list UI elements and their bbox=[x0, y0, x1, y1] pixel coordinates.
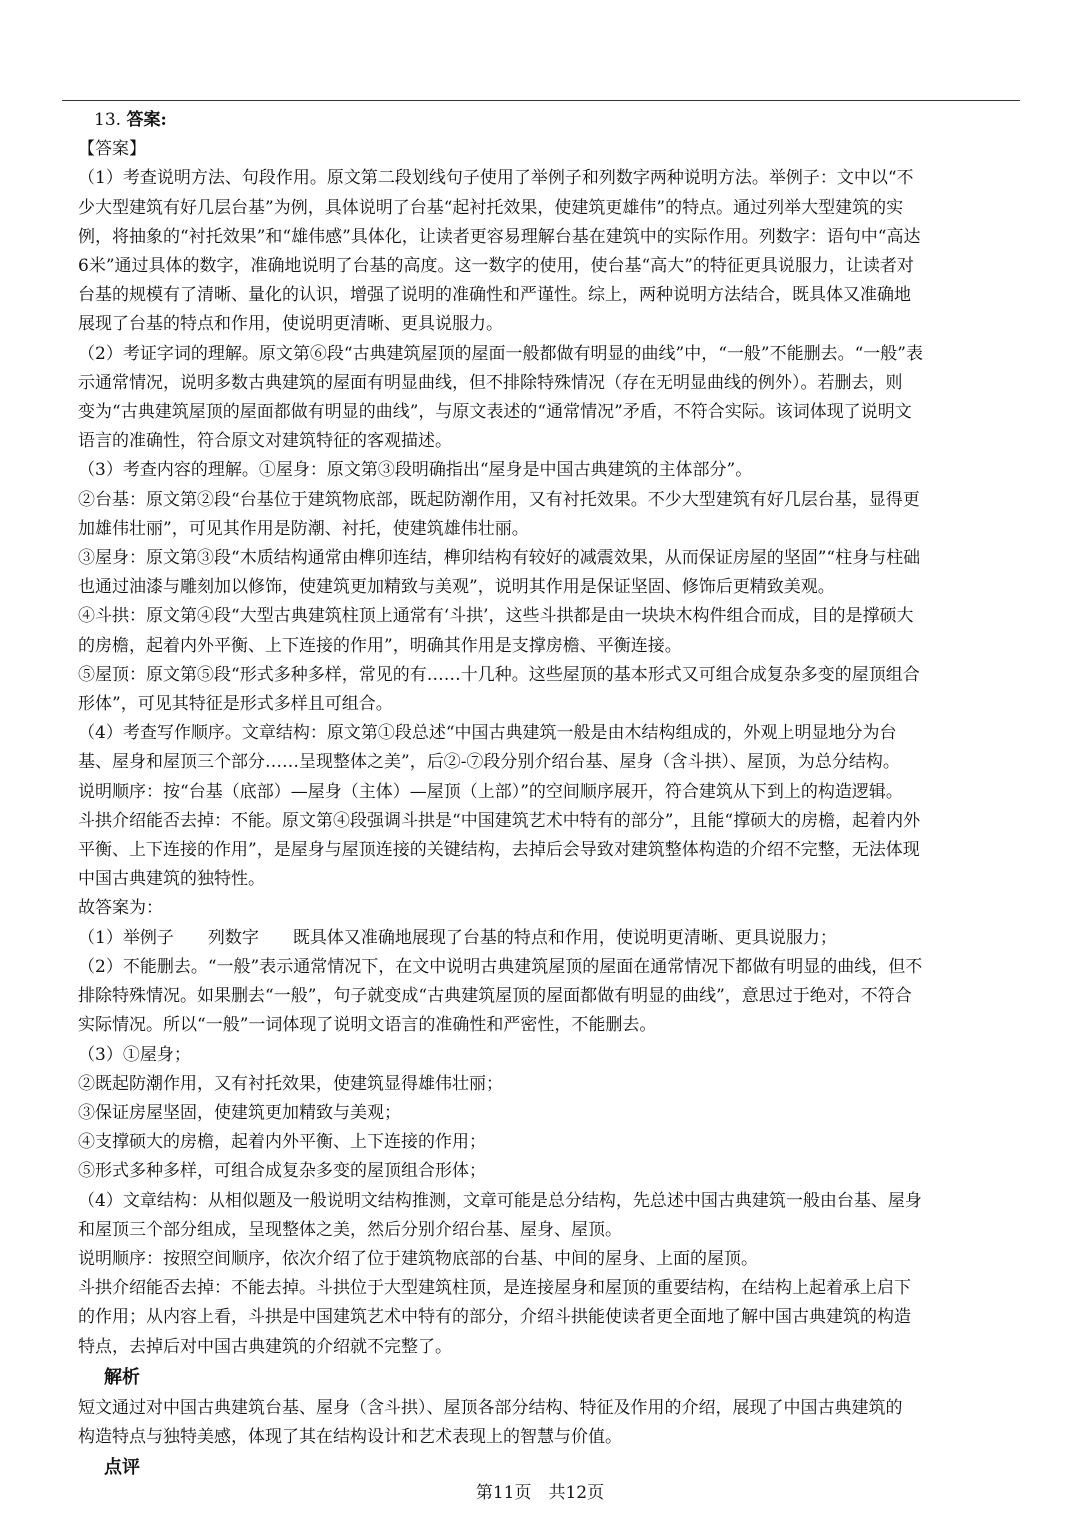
review-heading: 点评 bbox=[104, 1457, 140, 1479]
page-footer: 第11页 共12页 bbox=[475, 1483, 605, 1503]
text-line: ②台基：原文第②段“台基位于建筑物底部，既起防潮作用，又有衬托效果。不少大型建筑有好几层台基，显得更 bbox=[78, 489, 920, 510]
header-rule bbox=[62, 100, 1020, 101]
text-line: 和屋顶三个部分组成，呈现整体之美，然后分别介绍台基、屋身、屋顶。 bbox=[78, 1219, 622, 1240]
text-line: （4）考查写作顺序。文章结构：原文第①段总述“中国古典建筑一般是由木结构组成的，外观上明显地分为台 bbox=[78, 723, 897, 744]
text-line: 展现了台基的特点和作用，使说明更清晰、更具说服力。 bbox=[78, 314, 503, 335]
text-line: 变为“古典建筑屋顶的屋面都做有明显的曲线”，与原文表述的“通常情况”矛盾，不符合实际。该词体现了说明文 bbox=[78, 402, 912, 423]
text-line: ②既起防潮作用，又有衬托效果，使建筑显得雄伟壮丽； bbox=[78, 1073, 503, 1094]
text-line: ④支撑硕大的房檐，起着内外平衡、上下连接的作用； bbox=[78, 1132, 486, 1153]
answer-body bbox=[78, 164, 1034, 1361]
question-heading: 答案: bbox=[126, 110, 167, 130]
text-line: 例，将抽象的“衬托效果”和“雄伟感”具体化，让读者更容易理解台基在建筑中的实际作用。列数字：语句中“高达 bbox=[78, 226, 921, 247]
text-line: 特点，去掉后对中国古典建筑的介绍就不完整了。 bbox=[78, 1336, 452, 1357]
analysis-heading: 解析 bbox=[104, 1366, 140, 1388]
text-line: 台基的规模有了清晰、量化的认识，增强了说明的准确性和严谨性。综上，两种说明方法结合，既具体又准确地 bbox=[78, 285, 911, 306]
text-line: ⑤形式多种多样，可组合成复杂多变的屋顶组合形体； bbox=[78, 1161, 486, 1182]
text-line: （3）①屋身； bbox=[78, 1044, 191, 1065]
text-line: （2）不能删去。“一般”表示通常情况下，在文中说明古典建筑屋顶的屋面在通常情况下都做有明显的曲线，但不 bbox=[78, 956, 923, 977]
text-line: 排除特殊情况。如果删去“一般”，句子就变成“古典建筑屋顶的屋面都做有明显的曲线”，意思过于绝对，不符合 bbox=[78, 986, 912, 1007]
text-line: 语言的准确性，符合原文对建筑特征的客观描述。 bbox=[78, 431, 452, 452]
text-line: 故答案为： bbox=[78, 898, 163, 919]
answer-content bbox=[78, 106, 1034, 1484]
text-line: 形体”，可见其特征是形式多样且可组合。 bbox=[78, 694, 393, 715]
text-line: 短文通过对中国古典建筑台基、屋身（含斗拱）、屋顶各部分结构、特征及作用的介绍，展现了中国古典建筑的 bbox=[78, 1397, 903, 1418]
text-line: 斗拱介绍能否去掉：不能。原文第④段强调斗拱是“中国建筑艺术中特有的部分”，且能“撑硕大的房檐，起着内外 bbox=[78, 810, 921, 831]
question-title bbox=[86, 106, 1034, 135]
text-line: 少大型建筑有好几层台基”为例，具体说明了台基“起衬托效果，使建筑更雄伟”的特点。通过列举大型建筑的实 bbox=[78, 197, 904, 218]
text-line: 的房檐，起着内外平衡、上下连接的作用”，明确其作用是支撑房檐、平衡连接。 bbox=[78, 635, 682, 656]
text-line: ④斗拱：原文第④段“大型古典建筑柱顶上通常有‘斗拱’，这些斗拱都是由一块块木构件组合而成，目的是撑硕大 bbox=[78, 606, 914, 627]
text-line: 说明顺序：按“台基（底部）—屋身（主体）—屋顶（上部）”的空间顺序展开，符合建筑从下到上的构造逻辑。 bbox=[78, 781, 903, 802]
text-line: 说明顺序：按照空间顺序，依次介绍了位于建筑物底部的台基、中间的屋身、上面的屋顶。 bbox=[78, 1248, 758, 1269]
text-line: （4）文章结构：从相似题及一般说明文结构推测，文章可能是总分结构，先总述中国古典建筑一般由台基、屋身 bbox=[78, 1190, 922, 1211]
text-line: ⑤屋顶：原文第⑤段“形式多种多样，常见的有……十几种。这些屋顶的基本形式又可组合成复杂多变的屋顶组合 bbox=[78, 664, 920, 685]
text-line: 的作用；从内容上看，斗拱是中国建筑艺术中特有的部分，介绍斗拱能使读者更全面地了解中国古典建筑的构造 bbox=[78, 1307, 911, 1328]
text-line: 斗拱介绍能否去掉：不能去掉。斗拱位于大型建筑柱顶，是连接屋身和屋顶的重要结构，在结构上起着承上启下 bbox=[78, 1278, 911, 1299]
text-line: 示通常情况，说明多数古典建筑的屋面有明显曲线，但不排除特殊情况（存在无明显曲线的例外）。若删去，则 bbox=[78, 372, 903, 393]
text-line: 构造特点与独特美感，体现了其在结构设计和艺术表现上的智慧与价值。 bbox=[78, 1426, 622, 1447]
text-line: 加雄伟壮丽”，可见其作用是防潮、衬托，使建筑雄伟壮丽。 bbox=[78, 518, 529, 539]
text-line: （3）考查内容的理解。①屋身：原文第③段明确指出“屋身是中国古典建筑的主体部分”。 bbox=[78, 460, 753, 481]
text-line: 基、屋身和屋顶三个部分……呈现整体之美”，后②-⑦段分别介绍台基、屋身（含斗拱）、屋顶，为总分结构。 bbox=[78, 752, 900, 773]
analysis-body bbox=[78, 1394, 1034, 1452]
text-line: （1）举例子 列数字 既具体又准确地展现了台基的特点和作用，使说明更清晰、更具说服力； bbox=[78, 927, 837, 948]
text-line: ③保证房屋坚固，使建筑更加精致与美观； bbox=[78, 1102, 401, 1123]
question-number: 13. bbox=[94, 110, 122, 130]
text-line: 实际情况。所以“一般”一词体现了说明文语言的准确性和严密性，不能删去。 bbox=[78, 1015, 657, 1036]
text-line: 平衡、上下连接的作用”，是屋身与屋顶连接的关键结构，去掉后会导致对建筑整体构造的介绍不完整，无法体现 bbox=[78, 840, 920, 861]
text-line: （1）考查说明方法、句段作用。原文第二段划线句子使用了举例子和列数字两种说明方法。举例子：文中以“不 bbox=[78, 168, 914, 189]
text-line: 6米”通过具体的数字，准确地说明了台基的高度。这一数字的使用，使台基“高大”的特征更具说服力，让读者对 bbox=[78, 256, 914, 277]
text-line: （2）考证字词的理解。原文第⑥段“古典建筑屋顶的屋面一般都做有明显的曲线”中，“一般”不能删去。“一般”表 bbox=[78, 343, 923, 364]
text-line: 中国古典建筑的独特性。 bbox=[78, 869, 265, 890]
answer-label: 【答案】 bbox=[78, 139, 146, 160]
text-line: ③屋身：原文第③段“木质结构通常由榫卯连结，榫卯结构有较好的减震效果，从而保证房屋的坚固”“柱身与柱础 bbox=[78, 548, 921, 569]
text-line: 也通过油漆与雕刻加以修饰，使建筑更加精致与美观”，说明其作用是保证坚固、修饰后更精致美观。 bbox=[78, 577, 835, 598]
